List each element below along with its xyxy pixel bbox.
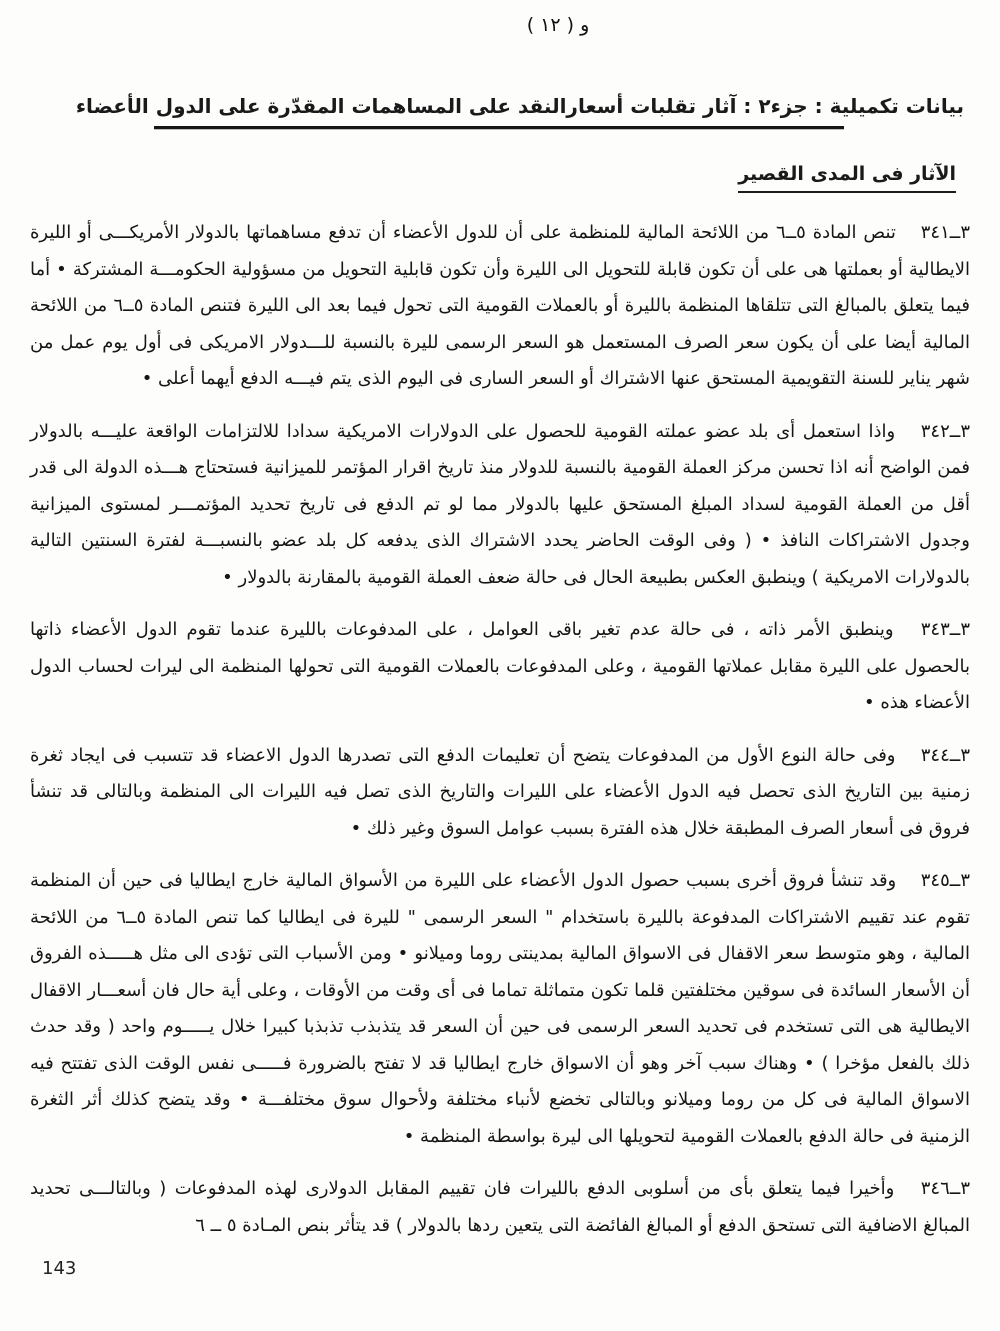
page-marker: و ( ١٢ ) [526,14,590,36]
paragraph-343 [30,612,970,722]
paragraph-345-text: وقد تنشأ فروق أخرى بسبب حصول الدول الأعضاء على الليرة من الأسواق المالية خارج ايطاليا فى حين أن المنظمة تقوم عند تقييم الاشتراكات المدفوعة بالليرة باستخدام " السعر الرسمى " لليرة فى ايطاليا كما تنص المادة ٥ــ٦ من اللائحة المالية ، وهو متوسط سعر الاقفال فى الاسواق المالية بمدينتى روما وميلانو • ومن الأسباب التى تؤدى الى مثل هـــــذه الفروق أن الأسعار السائدة فى سوقين مختلفتين قلما تكون متماثلة تماما فى أى وقت من الأوقات ، وعلى أية حال فان أسعـــار الاقفال الايطالية هى التى تستخدم فى تحديد السعر الرسمى فى حين أن السعر قد يتذبذب تذبذبا كبيرا خلال يـــــوم واحد ( وقد حدث ذلك بالفعل مؤخرا ) • وهناك سبب آخر وهو أن الاسواق خارج ايطاليا قد لا تفتح بالضرورة فـــــى نفس الوقت الذى تفتتح فيه الاسواق المالية فى كل من روما وميلانو وبالتالى تخضع لأنباء مختلفة ولأحوال سوق مختلفـــة • وقد يتضح كذلك أثر الثغرة الزمنية فى حالة الدفع بالعملات القومية لتحويلها الى ليرة بواسطة المنظمة • [30,870,971,1147]
title-underline [154,126,844,129]
page-number: 143 [42,1258,77,1279]
paragraph-341 [30,215,970,398]
paragraph-346-text: وأخيرا فيما يتعلق بأى من أسلوبى الدفع بالليرات فان تقييم المقابل الدولارى لهذه المدفوعات ( وبالتالـــى تحديد المبالغ الاضافية التى تستحق الدفع أو المبالغ الفائضة التى يتعين ردها بالدولار ) قد يتأثر بنص المـادة ٥ ــ ٦ [30,1178,970,1236]
paragraph-342 [30,414,970,597]
section-heading-text: الآثار فى المدى القصير [738,163,956,193]
document-body [30,215,970,1244]
paragraph-345 [30,863,970,1155]
paragraph-344-number: ٣ــ٣٤٤ [920,744,970,766]
paragraph-344 [30,738,970,848]
section-heading [30,163,956,185]
document-title: بيانات تكميلية : جزء٢ : آثار تقلبات أسعارالنقد على المساهمات المقدّرة على الدول الأعضاء [75,94,964,118]
paragraph-343-text: وينطبق الأمر ذاته ، فى حالة عدم تغير باقى العوامل ، على المدفوعات بالليرة عندما تقوم الدول الأعضاء ذاتها بالحصول على الليرة مقابل عملاتها القومية ، وعلى المدفوعات بالعملات القومية التى تحولها المنظمة الى ليرات لحساب الدول الأعضاء هذه • [30,619,970,713]
paragraph-345-number: ٣ــ٣٤٥ [920,870,970,891]
paragraph-341-number: ٣ــ٣٤١ [920,222,970,243]
paragraph-343-number: ٣ــ٣٤٣ [920,619,970,640]
paragraph-341-text: تنص المادة ٥ــ٦ من اللائحة المالية للمنظمة على أن للدول الأعضاء أن تدفع مساهماتها بالدولار الأمريكـــى أو الليرة الايطالية أو بعملتها هى على أن تكون قابلة للتحويل الى الليرة وأن تكون قابلية التحويل من مسؤولية الحكومـــة المشتركة • أما فيما يتعلق بالمبالغ التى تتلقاها المنظمة بالليرة أو بالعملات القومية التى تحول فيما بعد الى الليرة فتنص المادة ٥ــ٦ من اللائحة المالية أيضا على أن يكون سعر الصرف المستعمل هو السعر الرسمى لليرة بالنسبة للـــدولار الامريكى فى أول يوم عمل من شهر يناير للسنة التقويمية المستحق عنها الاشتراك أو السعر السارى فى اليوم الذى يتم فيـــه الدفع أيهما أعلى • [30,222,970,389]
paragraph-342-text: واذا استعمل أى بلد عضو عملته القومية للحصول على الدولارات الامريكية سدادا للالتزامات الواقعة عليـــه بالدولار فمن الواضح أنه اذا تحسن مركز العملة القومية بالنسبة للدولار منذ تاريخ اقرار المؤتمر للميزانية فستحتاج هـــذه الدولة الى قدر أقل من العملة القومية لسداد المبلغ المستحق عليها بالدولار مما لو تم الدفع فى تاريخ تحديد المؤتمـــر لمستوى الميزانية وجدول الاشتراكات النافذ • ( وفى الوقت الحاضر يحدد الاشتراك الذى يدفعه كل بلد عضو بالنسبـــة لفترة السنتين التالية بالدولارات الامريكية ) وينطبق العكس بطبيعة الحال فى حالة ضعف العملة القومية بالمقارنة بالدولار • [30,420,970,588]
paragraph-346 [30,1171,970,1244]
paragraph-344-text: وفى حالة النوع الأول من المدفوعات يتضح أن تعليمات الدفع التى تصدرها الدول الاعضاء قد تتسبب فى ايجاد ثغرة زمنية بين التاريخ الذى تحصل فيه الدول الأعضاء على الليرات والتاريخ الذى تصل فيه الليرات الى المنظمة وبالتالى قد تنشأ فروق فى أسعار الصرف المطبقة خلال هذه الفترة بسبب عوامل السوق وغير ذلك • [30,744,970,839]
paragraph-342-number: ٣ــ٣٤٢ [920,420,970,442]
paragraph-346-number: ٣ــ٣٤٦ [920,1178,970,1199]
